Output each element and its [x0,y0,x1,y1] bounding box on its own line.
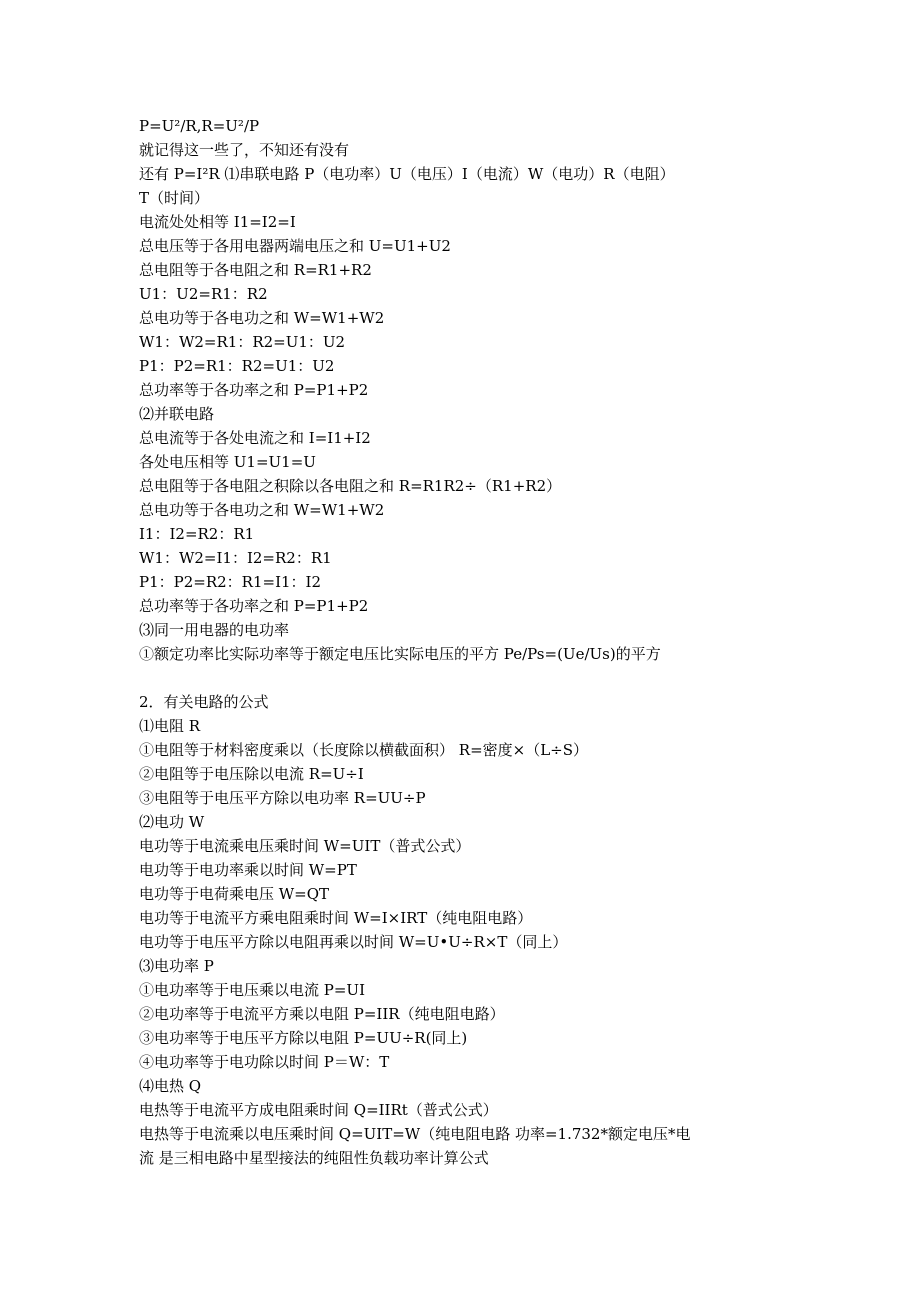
section-heading: ⑴电阻 R [139,717,201,735]
text-line: ②电功率等于电流平方乘以电阻 P=IIR（纯电阻电路） [139,1005,505,1023]
text-line: P1：P2=R1：R2=U1：U2 [139,357,335,375]
text-line: 各处电压相等 U1=U1=U [139,453,316,471]
text-line: 电热等于电流乘以电压乘时间 Q=UIT=W（纯电阻电路 功率=1.732*额定电压*电 [139,1125,691,1143]
text-line: 总功率等于各功率之和 P=P1+P2 [139,597,369,615]
text-line: 总电阻等于各电阻之积除以各电阻之和 R=R1R2÷（R1+R2） [139,477,562,495]
text-line: P=U²/R,R=U²/P [139,117,260,135]
text-line: ④电功率等于电功除以时间 P＝W：T [139,1053,390,1071]
text-line: 总功率等于各功率之和 P=P1+P2 [139,381,369,399]
text-line: 电功等于电功率乘以时间 W=PT [139,861,357,879]
text-line: 还有 P=I²R ⑴串联电路 P（电功率）U（电压）I（电流）W（电功）R（电阻） [139,165,675,183]
text-line: P1：P2=R2：R1=I1：I2 [139,573,322,591]
blank-line [139,666,799,690]
text-line: 总电流等于各处电流之和 I=I1+I2 [139,429,371,447]
text-line: 流 是三相电路中星型接法的纯阻性负载功率计算公式 [139,1149,489,1167]
text-line: ③电阻等于电压平方除以电功率 R=UU÷P [139,789,426,807]
formula-section-2 [139,690,799,1170]
text-line: ①电功率等于电压乘以电流 P=UI [139,981,365,999]
text-line: 总电阻等于各电阻之和 R=R1+R2 [139,261,372,279]
text-line: 电热等于电流平方成电阻乘时间 Q=IIRt（普式公式） [139,1101,498,1119]
section-heading: ⑷电热 Q [139,1077,202,1095]
text-line: 总电功等于各电功之和 W=W1+W2 [139,309,385,327]
text-line: ①电阻等于材料密度乘以（长度除以横截面积） R=密度×（L÷S） [139,741,589,759]
text-line: W1：W2=I1：I2=R2：R1 [139,549,332,567]
text-line: 电功等于电压平方除以电阻再乘以时间 W=U•U÷R×T（同上） [139,933,568,951]
text-line: 总电压等于各用电器两端电压之和 U=U1+U2 [139,237,451,255]
section-heading: ⑶同一用电器的电功率 [139,621,290,639]
text-line: 电功等于电流乘电压乘时间 W=UIT（普式公式） [139,837,471,855]
text-line: U1：U2=R1：R2 [139,285,268,303]
formula-section-1 [139,114,799,666]
section-heading: ⑶电功率 P [139,957,214,975]
text-line: 电流处处相等 I1=I2=I [139,213,296,231]
section-heading: ⑵并联电路 [139,405,215,423]
text-line: ③电功率等于电压平方除以电阻 P=UU÷R(同上) [139,1029,468,1047]
section-heading: ⑵电功 W [139,813,205,831]
text-line: 总电功等于各电功之和 W=W1+W2 [139,501,385,519]
text-line: W1：W2=R1：R2=U1：U2 [139,333,346,351]
text-line: T（时间） [139,189,210,207]
text-line: 电功等于电荷乘电压 W=QT [139,885,330,903]
section-title: 2．有关电路的公式 [139,693,269,711]
text-line: 电功等于电流平方乘电阻乘时间 W=I×IRT（纯电阻电路） [139,909,533,927]
text-line: I1：I2=R2：R1 [139,525,255,543]
text-line: ①额定功率比实际功率等于额定电压比实际电压的平方 Pe/Ps=(Ue/Us)的平方 [139,645,661,663]
document-body [139,114,799,1170]
text-line: ②电阻等于电压除以电流 R=U÷I [139,765,364,783]
text-line: 就记得这一些了，不知还有没有 [139,141,350,159]
